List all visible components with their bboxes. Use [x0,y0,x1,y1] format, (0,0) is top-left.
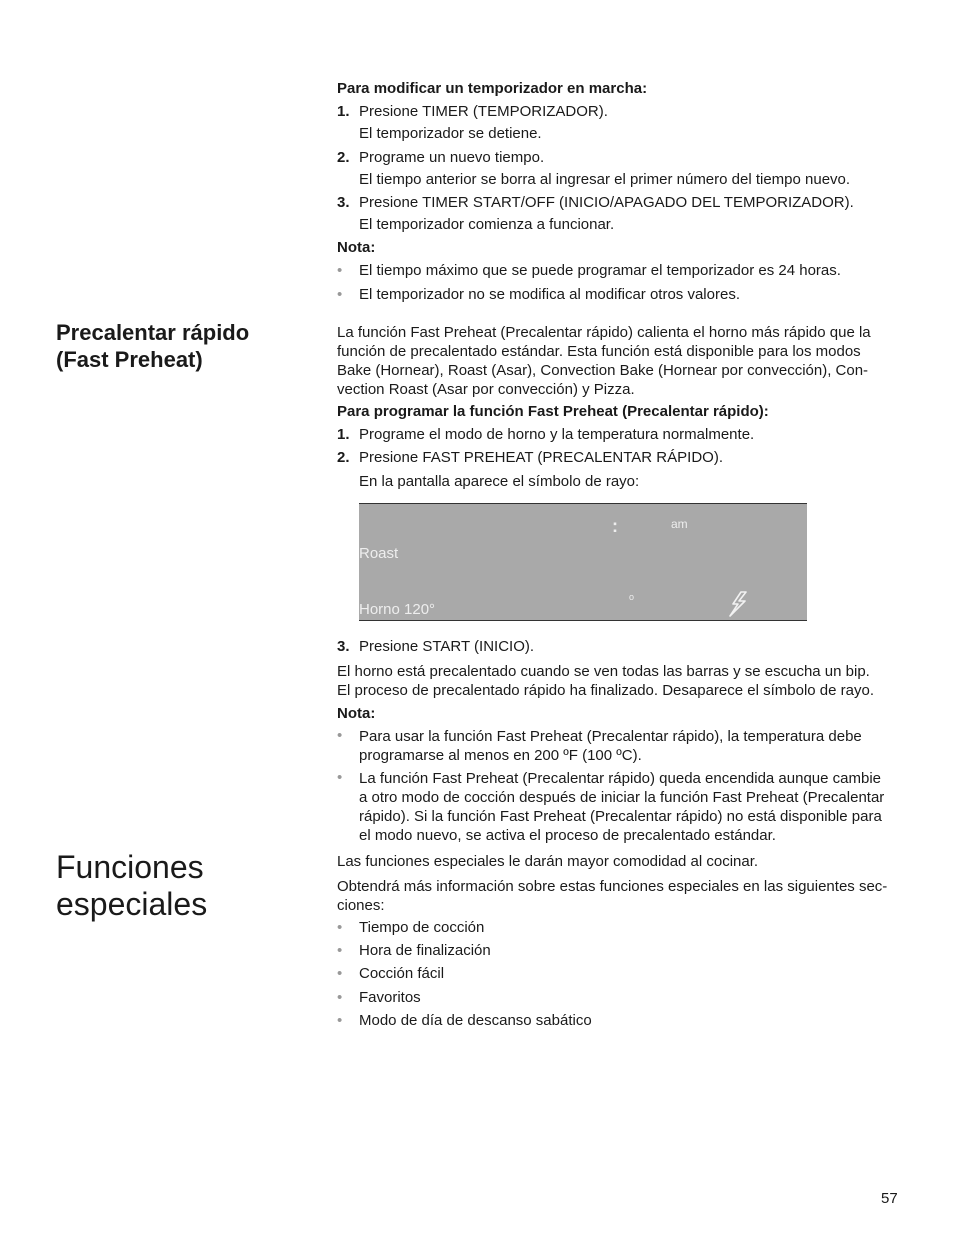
step-text: Programe el modo de horno y la temperatura normalmente. [359,426,755,443]
mode-label: Roast [359,545,399,562]
step-number: 1. [337,426,350,443]
special-functions-title [56,849,207,923]
note-line: La función Fast Preheat (Precalentar rápido) queda encendida aunque cambie [359,770,882,787]
clock-colon: : [612,516,618,536]
ampm-indicator: am [671,517,688,531]
note-line: el modo nuevo, se activa el proceso de precalentado estándar. [359,827,776,844]
step-number: 1. [337,103,350,120]
note-line: programarse al menos en 200 ºF (100 ºC). [359,747,642,764]
step-text: Programe un nuevo tiempo. [359,149,545,166]
note-line: rápido). Si la función Fast Preheat (Precalentar rápido) no está disponible para [359,808,882,825]
degree-indicator: o [629,592,635,602]
note-item: El temporizador no se modifica al modificar otros valores. [359,286,740,303]
intro-line: función de precalentado estándar. Esta función está disponible para los modos [337,343,861,360]
list-item: Favoritos [359,989,421,1006]
note-label: Nota: [337,239,376,256]
note-item: El tiempo máximo que se puede programar el temporizador es 24 horas. [359,262,841,279]
oven-temperature: Horno 120° [359,601,436,618]
list-item: Modo de día de descanso sabático [359,1012,592,1029]
title-line: (Fast Preheat) [56,347,203,372]
page-number: 57 [881,1190,898,1207]
done-line: El horno está precalentado cuando se ven todas las barras y se escucha un bip. [337,663,870,680]
note-line: a otro modo de cocción después de iniciar la función Fast Preheat (Precalentar [359,789,885,806]
step-text: Presione TIMER (TEMPORIZADOR). [359,103,608,120]
list-item: Hora de finalización [359,942,491,959]
fast-preheat-intro [337,323,902,399]
done-line: El proceso de precalentado rápido ha finalizado. Desaparece el símbolo de rayo. [337,682,874,699]
step-subtext: El tiempo anterior se borra al ingresar el primer número del tiempo nuevo. [359,171,851,188]
bullet-icon: • [337,262,343,279]
note-line: Para usar la función Fast Preheat (Precalentar rápido), la temperatura debe [359,728,862,745]
step-text: Presione FAST PREHEAT (PRECALENTAR RÁPIDO). [359,449,723,466]
list-item: Tiempo de cocción [359,919,485,936]
intro-line: Bake (Hornear), Roast (Asar), Convection Bake (Hornear por convección), Con- [337,362,869,379]
preheat-done-text [337,662,902,700]
bullet-icon: • [337,1012,343,1029]
step-text: Presione TIMER START/OFF (INICIO/APAGADO DEL TEMPORIZADOR). [359,194,854,211]
step-number: 3. [337,638,350,655]
bullet-icon: • [337,989,343,1006]
bullet-icon: • [337,727,343,744]
special-intro: Las funciones especiales le darán mayor comodidad al cocinar. [337,853,759,870]
timer-modify-heading: Para modificar un temporizador en marcha: [337,80,648,97]
more-line: Obtendrá más información sobre estas funciones especiales en las siguientes sec- [337,878,888,895]
title-line: Precalentar rápido [56,320,250,345]
more-line: ciones: [337,897,385,914]
step-subtext: En la pantalla aparece el símbolo de rayo: [359,473,640,490]
bullet-icon: • [337,919,343,936]
step-subtext: El temporizador se detiene. [359,125,542,142]
intro-line: vection Roast (Asar por convección) y Pizza. [337,381,635,398]
step-text: Presione START (INICIO). [359,638,535,655]
note-label: Nota: [337,705,376,722]
title-line: especiales [56,886,208,922]
step-subtext: El temporizador comienza a funcionar. [359,216,615,233]
program-heading: Para programar la función Fast Preheat (Precalentar rápido): [337,403,769,420]
bullet-icon: • [337,286,343,303]
intro-line: La función Fast Preheat (Precalentar rápido) calienta el horno más rápido que la [337,324,871,341]
title-line: Funciones [56,849,204,885]
list-item: Cocción fácil [359,965,445,982]
oven-display [359,503,807,621]
bullet-icon: • [337,942,343,959]
fast-preheat-title [56,319,249,373]
step-number: 3. [337,194,350,211]
bullet-icon: • [337,769,343,786]
step-number: 2. [337,149,350,166]
lightning-icon [727,591,749,617]
special-more-info [337,877,902,915]
note-item [359,727,862,765]
bullet-icon: • [337,965,343,982]
step-number: 2. [337,449,350,466]
note-item [359,769,884,845]
